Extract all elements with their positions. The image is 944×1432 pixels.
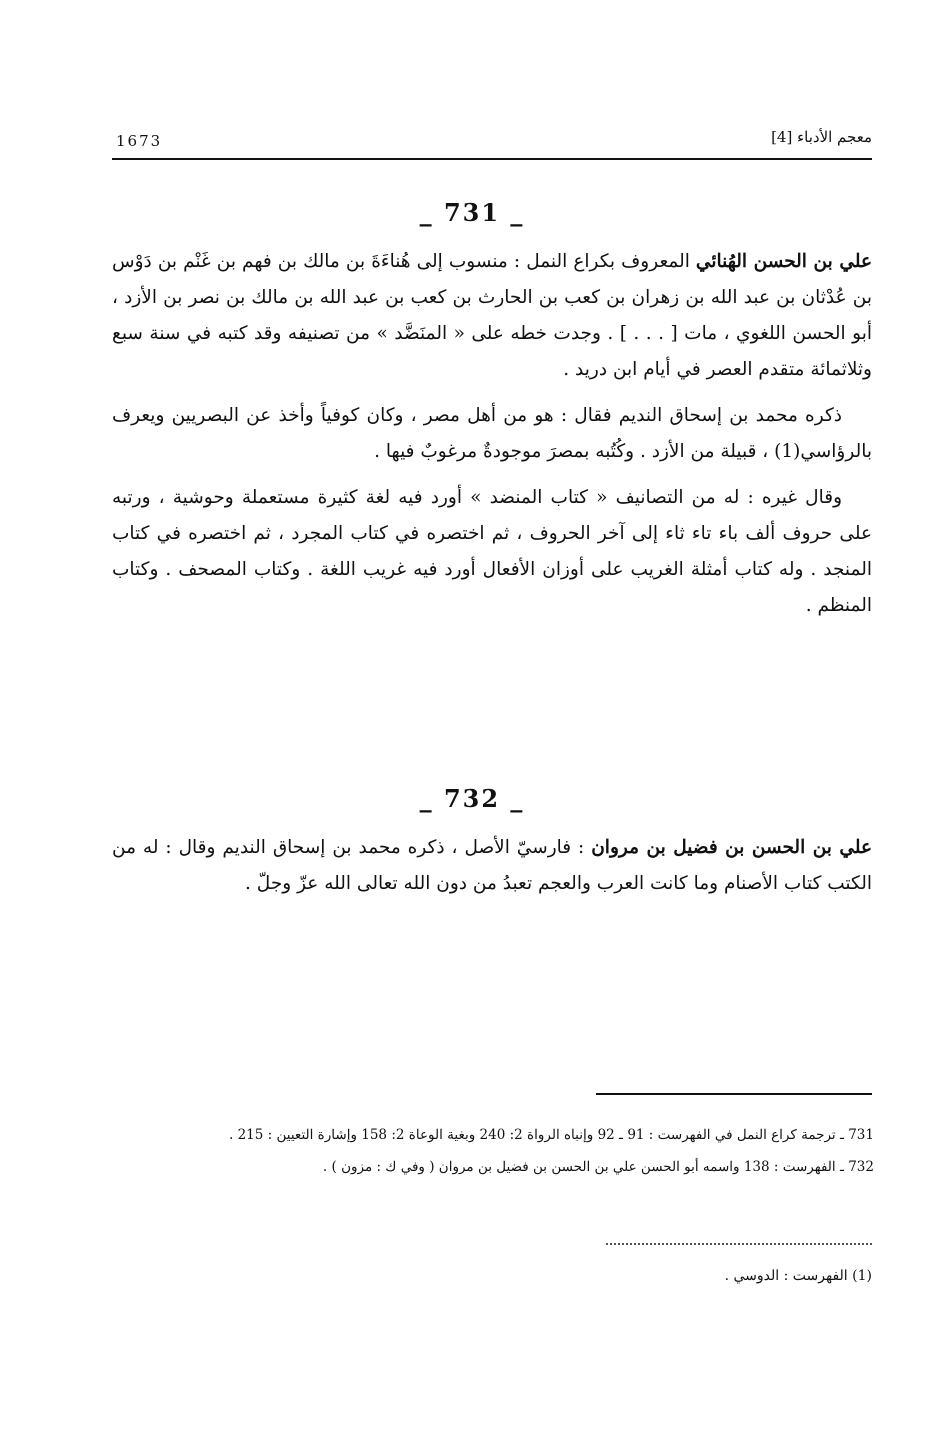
footnote-dotted-separator — [606, 1243, 872, 1245]
entry-732-paragraph-1-text: : فارسيّ الأصل ، ذكره محمد بن إسحاق النديم وقال : له من الكتب كتاب الأصنام وما كانت العرب والعجم تعبدُ من دون الله تعالى الله عزّ وجلّ . — [112, 837, 872, 894]
entry-731-paragraph-3: وقال غيره : له من التصانيف « كتاب المنضد » أورد فيه لغة كثيرة مستعملة وحوشية ، ورتبه على حروف ألف باء تاء ثاء إلى آخر الحروف ، ثم اختصره في كتاب المجرد ، ثم اختصره في كتاب المنجد . وله كتاب أمثلة الغريب على أوزان الأفعال أورد فيه غريب اللغة . وكتاب المصحف . وكتاب المنظم . — [112, 487, 872, 616]
book-title: معجم الأدباء [4] — [771, 128, 872, 146]
entry-731-heading: علي بن الحسن الهُنائي — [695, 251, 872, 272]
footnote-source-731: 731 ـ ترجمة كراع النمل في الفهرست : 91 ـ 92 وإنباه الرواة 2: 240 وبغية الوعاة 2: 158 وإشارة التعيين : 215 . — [229, 1127, 874, 1143]
entry-number-731: _ 731 _ — [419, 198, 525, 227]
entry-731-paragraph-1-text: المعروف بكراع النمل : منسوب إلى هُناءَةَ بن مالك بن فهم بن غَنْم بن دَوْس بن عُدْثان بن عبد الله بن زهران بن كعب بن الحارث بن كعب بن عبد الله بن مالك بن نصر بن الأزد ، أبو الحسن اللغوي ، مات [ . . . ] . وجدت خطه على « المنَضَّد » من تصنيفه وقد كتبه في سنة سبع وثلاثمائة متقدم العصر في أيام ابن دريد . — [112, 251, 872, 380]
entry-number-732: _ 732 _ — [419, 784, 525, 813]
entry-732-heading: علي بن الحسن بن فضيل بن مروان — [591, 837, 872, 858]
entry-731-body — [112, 244, 872, 634]
footnote-separator — [596, 1093, 872, 1095]
entry-731-paragraph-1 — [112, 244, 872, 388]
footnotes — [112, 1122, 874, 1186]
footnote-source-732: 732 ـ الفهرست : 138 واسمه أبو الحسن علي بن الحسن بن فضيل بن مروان ( وفي ك : مزون ) . — [322, 1159, 874, 1175]
page-number: 1673 — [116, 132, 163, 150]
entry-732-body — [112, 830, 872, 912]
page-header — [112, 128, 872, 160]
entry-731-paragraph-2: ذكره محمد بن إسحاق النديم فقال : هو من أهل مصر ، وكان كوفياً وأخذ عن البصريين ويعرف بالرؤاسي(1) ، قبيلة من الأزد . وكُتُبه بمصرَ موجودةٌ مرغوبٌ فيها . — [112, 405, 872, 462]
entry-732-paragraph-1 — [112, 830, 872, 902]
footnote-1: (1) الفهرست : الدوسي . — [724, 1268, 872, 1284]
